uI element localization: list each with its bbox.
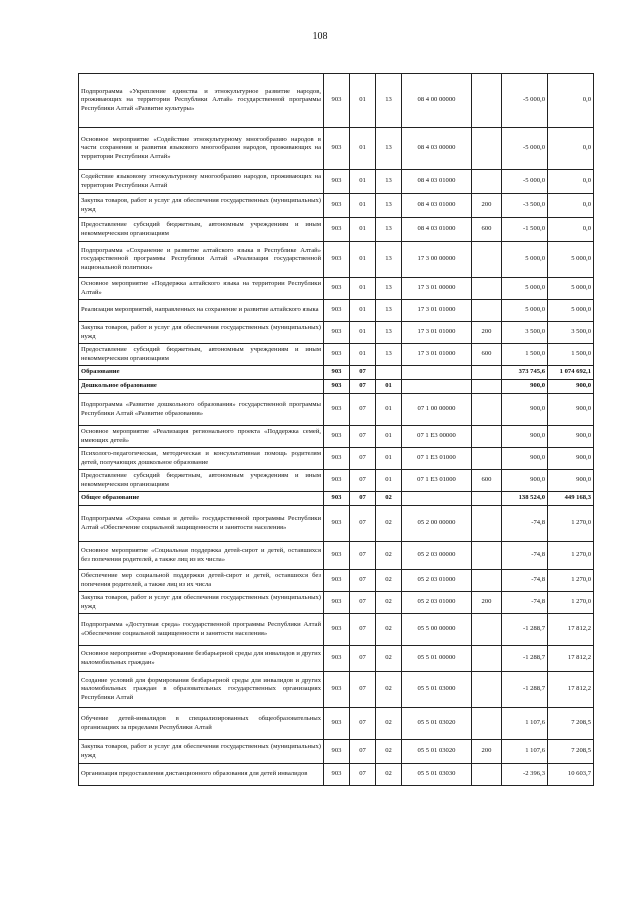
admin-code: 903 (324, 278, 350, 300)
amount-first: 5 000,0 (502, 242, 548, 278)
amount-first: 373 745,6 (502, 366, 548, 380)
section-code: 07 (350, 448, 376, 470)
row-name: Подпрограмма «Укрепление единства и этнокультурное развитие народов, проживающих на территории Республики Алтай» государственной программы Республики Алтай «Развитие культуры» (79, 74, 324, 128)
admin-code: 903 (324, 74, 350, 128)
section-code: 07 (350, 492, 376, 506)
expense-type-code: 200 (472, 740, 502, 764)
target-article-code: 17 3 01 00000 (402, 278, 472, 300)
row-name: Закупка товаров, работ и услуг для обеспечения государственных (муниципальных) нужд (79, 592, 324, 614)
amount-first: 900,0 (502, 448, 548, 470)
table-row (79, 542, 594, 570)
row-name: Создание условий для формирования безбарьерной среды для инвалидов и других маломобильных граждан в образовательных государственных организациях Республики Алтай (79, 672, 324, 708)
table-row (79, 344, 594, 366)
expense-type-code: 600 (472, 470, 502, 492)
section-code: 01 (350, 74, 376, 128)
subsection-code: 01 (376, 470, 402, 492)
amount-first: 900,0 (502, 470, 548, 492)
expense-type-code (472, 614, 502, 646)
amount-second: 17 812,2 (548, 646, 594, 672)
row-name: Реализация мероприятий, направленных на сохранение и развитие алтайского языка (79, 300, 324, 322)
target-article-code: 08 4 03 01000 (402, 170, 472, 194)
row-name: Основное мероприятие «Социальная поддержка детей-сирот и детей, оставшихся без попечения родителей, а также лиц из их числа» (79, 542, 324, 570)
subsection-code: 13 (376, 344, 402, 366)
row-name: Подпрограмма «Сохранение и развитие алтайского языка в Республике Алтай» государственной программы Республики Алтай «Реализация государственной национальной политики» (79, 242, 324, 278)
subsection-code: 02 (376, 570, 402, 592)
budget-table-body (79, 74, 594, 786)
section-code: 01 (350, 322, 376, 344)
row-name: Организация предоставления дистанционного образования для детей инвалидов (79, 764, 324, 786)
table-row (79, 194, 594, 218)
target-article-code: 05 5 01 00000 (402, 646, 472, 672)
subsection-code: 01 (376, 380, 402, 394)
expense-type-code: 200 (472, 194, 502, 218)
row-name: Обучение детей-инвалидов в специализированных общеобразовательных организациях за пределами Республики Алтай (79, 708, 324, 740)
amount-second: 900,0 (548, 380, 594, 394)
subsection-code: 13 (376, 128, 402, 170)
row-name: Закупка товаров, работ и услуг для обеспечения государственных (муниципальных) нужд (79, 194, 324, 218)
amount-first: 3 500,0 (502, 322, 548, 344)
row-name: Основное мероприятие «Содействие этнокультурному многообразию народов в части сохранения и развития языкового многообразия народов, проживающих на территории Республики Алтай» (79, 128, 324, 170)
target-article-code: 05 2 00 00000 (402, 506, 472, 542)
subsection-code: 02 (376, 646, 402, 672)
table-row (79, 672, 594, 708)
subsection-code: 13 (376, 278, 402, 300)
admin-code: 903 (324, 218, 350, 242)
target-article-code: 07 1 00 00000 (402, 394, 472, 426)
target-article-code: 05 5 01 03020 (402, 740, 472, 764)
amount-first: -2 396,3 (502, 764, 548, 786)
section-code: 07 (350, 764, 376, 786)
admin-code: 903 (324, 170, 350, 194)
amount-second: 0,0 (548, 74, 594, 128)
amount-second: 0,0 (548, 218, 594, 242)
table-row (79, 394, 594, 426)
subsection-code: 02 (376, 492, 402, 506)
admin-code: 903 (324, 394, 350, 426)
subsection-code: 01 (376, 394, 402, 426)
amount-first: 900,0 (502, 426, 548, 448)
subsection-code: 02 (376, 614, 402, 646)
table-row (79, 170, 594, 194)
admin-code: 903 (324, 672, 350, 708)
amount-second: 17 812,2 (548, 672, 594, 708)
section-code: 07 (350, 740, 376, 764)
target-article-code: 05 2 03 01000 (402, 570, 472, 592)
expense-type-code (472, 492, 502, 506)
target-article-code: 17 3 01 01000 (402, 322, 472, 344)
amount-first: 5 000,0 (502, 300, 548, 322)
amount-second: 10 603,7 (548, 764, 594, 786)
row-name: Общее образование (79, 492, 324, 506)
expense-type-code (472, 278, 502, 300)
expense-type-code (472, 300, 502, 322)
target-article-code: 08 4 00 00000 (402, 74, 472, 128)
amount-first: 5 000,0 (502, 278, 548, 300)
admin-code: 903 (324, 194, 350, 218)
amount-second: 0,0 (548, 194, 594, 218)
target-article-code: 17 3 00 00000 (402, 242, 472, 278)
target-article-code: 07 1 E3 01000 (402, 448, 472, 470)
table-row (79, 570, 594, 592)
subsection-code: 02 (376, 740, 402, 764)
section-code: 07 (350, 366, 376, 380)
amount-first: -1 500,0 (502, 218, 548, 242)
table-row (79, 300, 594, 322)
expense-type-code (472, 380, 502, 394)
subsection-code: 01 (376, 448, 402, 470)
admin-code: 903 (324, 426, 350, 448)
table-row (79, 646, 594, 672)
section-code: 07 (350, 708, 376, 740)
admin-code: 903 (324, 322, 350, 344)
amount-first: 138 524,0 (502, 492, 548, 506)
amount-second: 900,0 (548, 394, 594, 426)
target-article-code: 17 3 01 01000 (402, 344, 472, 366)
amount-first: -5 000,0 (502, 128, 548, 170)
section-code: 01 (350, 128, 376, 170)
row-name: Основное мероприятие «Реализация регионального проекта «Поддержка семей, имеющих детей» (79, 426, 324, 448)
expense-type-code (472, 366, 502, 380)
target-article-code (402, 492, 472, 506)
admin-code: 903 (324, 542, 350, 570)
row-name: Предоставление субсидий бюджетным, автономным учреждениям и иным некоммерческим организациям (79, 344, 324, 366)
amount-second: 1 074 692,1 (548, 366, 594, 380)
admin-code: 903 (324, 492, 350, 506)
section-code: 07 (350, 672, 376, 708)
amount-second: 900,0 (548, 448, 594, 470)
admin-code: 903 (324, 344, 350, 366)
amount-second: 5 000,0 (548, 300, 594, 322)
amount-first: 900,0 (502, 380, 548, 394)
row-name: Образование (79, 366, 324, 380)
row-name: Основное мероприятие «Формирование безбарьерной среды для инвалидов и других маломобильных граждан» (79, 646, 324, 672)
amount-second: 900,0 (548, 426, 594, 448)
amount-second: 5 000,0 (548, 278, 594, 300)
admin-code: 903 (324, 242, 350, 278)
admin-code: 903 (324, 448, 350, 470)
row-name: Закупка товаров, работ и услуг для обеспечения государственных (муниципальных) нужд (79, 740, 324, 764)
table-row (79, 426, 594, 448)
table-row (79, 380, 594, 394)
expense-type-code (472, 764, 502, 786)
amount-first: 1 107,6 (502, 740, 548, 764)
subsection-code: 13 (376, 218, 402, 242)
amount-first: -3 500,0 (502, 194, 548, 218)
section-code: 07 (350, 394, 376, 426)
section-code: 01 (350, 242, 376, 278)
row-name: Обеспечение мер социальной поддержки детей-сирот и детей, оставшихся без попечения родителей, а также лиц из их числа (79, 570, 324, 592)
amount-second: 1 500,0 (548, 344, 594, 366)
table-row (79, 74, 594, 128)
row-name: Психолого-педагогическая, методическая и консультативная помощь родителям детей, получающих дошкольное образование (79, 448, 324, 470)
expense-type-code: 200 (472, 322, 502, 344)
target-article-code: 07 1 E3 00000 (402, 426, 472, 448)
table-row (79, 506, 594, 542)
row-name: Основное мероприятие «Поддержка алтайского языка на территории Республики Алтай» (79, 278, 324, 300)
amount-first: -74,8 (502, 506, 548, 542)
target-article-code: 07 1 E3 01000 (402, 470, 472, 492)
page-number: 108 (312, 31, 328, 42)
subsection-code: 13 (376, 322, 402, 344)
section-code: 07 (350, 426, 376, 448)
row-name: Предоставление субсидий бюджетным, автономным учреждениям и иным некоммерческим организациям (79, 470, 324, 492)
subsection-code (376, 366, 402, 380)
section-code: 07 (350, 542, 376, 570)
amount-second: 1 270,0 (548, 542, 594, 570)
amount-first: 1 107,6 (502, 708, 548, 740)
section-code: 07 (350, 506, 376, 542)
table-row (79, 592, 594, 614)
row-name: Предоставление субсидий бюджетным, автономным учреждениям и иным некоммерческим организациям (79, 218, 324, 242)
admin-code: 903 (324, 708, 350, 740)
table-row (79, 492, 594, 506)
expense-type-code (472, 506, 502, 542)
amount-first: -1 288,7 (502, 646, 548, 672)
row-name: Содействие языковому этнокультурному многообразию народов, проживающих на территории Республики Алтай (79, 170, 324, 194)
table-row (79, 614, 594, 646)
budget-table (78, 73, 594, 786)
section-code: 01 (350, 300, 376, 322)
subsection-code: 13 (376, 170, 402, 194)
section-code: 07 (350, 470, 376, 492)
amount-second: 1 270,0 (548, 570, 594, 592)
subsection-code: 13 (376, 194, 402, 218)
subsection-code: 13 (376, 300, 402, 322)
expense-type-code: 600 (472, 344, 502, 366)
section-code: 01 (350, 218, 376, 242)
target-article-code: 08 4 03 01000 (402, 194, 472, 218)
row-name: Подпрограмма «Доступная среда» государственной программы Республики Алтай «Обеспечение социальной защищенности и занятости населения» (79, 614, 324, 646)
subsection-code: 02 (376, 764, 402, 786)
section-code: 07 (350, 614, 376, 646)
amount-second: 7 208,5 (548, 740, 594, 764)
amount-first: 900,0 (502, 394, 548, 426)
subsection-code: 02 (376, 708, 402, 740)
subsection-code: 01 (376, 426, 402, 448)
amount-first: -74,8 (502, 570, 548, 592)
expense-type-code (472, 394, 502, 426)
subsection-code: 13 (376, 242, 402, 278)
admin-code: 903 (324, 128, 350, 170)
expense-type-code (472, 426, 502, 448)
section-code: 01 (350, 344, 376, 366)
admin-code: 903 (324, 646, 350, 672)
admin-code: 903 (324, 506, 350, 542)
subsection-code: 02 (376, 542, 402, 570)
section-code: 07 (350, 646, 376, 672)
amount-first: -1 288,7 (502, 614, 548, 646)
row-name: Подпрограмма «Развитие дошкольного образования» государственной программы Республики Алтай «Развитие образования» (79, 394, 324, 426)
expense-type-code: 200 (472, 592, 502, 614)
target-article-code: 17 3 01 01000 (402, 300, 472, 322)
table-row (79, 322, 594, 344)
amount-first: -74,8 (502, 542, 548, 570)
amount-first: -1 288,7 (502, 672, 548, 708)
expense-type-code (472, 74, 502, 128)
admin-code: 903 (324, 614, 350, 646)
table-row (79, 764, 594, 786)
amount-second: 1 270,0 (548, 592, 594, 614)
table-row (79, 366, 594, 380)
expense-type-code (472, 448, 502, 470)
subsection-code: 13 (376, 74, 402, 128)
table-row (79, 470, 594, 492)
table-row (79, 708, 594, 740)
amount-first: -74,8 (502, 592, 548, 614)
admin-code: 903 (324, 740, 350, 764)
expense-type-code (472, 672, 502, 708)
subsection-code: 02 (376, 672, 402, 708)
section-code: 07 (350, 592, 376, 614)
subsection-code: 02 (376, 506, 402, 542)
amount-second: 5 000,0 (548, 242, 594, 278)
amount-first: -5 000,0 (502, 74, 548, 128)
admin-code: 903 (324, 380, 350, 394)
admin-code: 903 (324, 592, 350, 614)
section-code: 01 (350, 170, 376, 194)
amount-second: 900,0 (548, 470, 594, 492)
section-code: 07 (350, 570, 376, 592)
target-article-code: 05 2 03 01000 (402, 592, 472, 614)
amount-second: 1 270,0 (548, 506, 594, 542)
target-article-code (402, 380, 472, 394)
amount-second: 0,0 (548, 128, 594, 170)
target-article-code: 05 5 01 03030 (402, 764, 472, 786)
amount-second: 7 208,5 (548, 708, 594, 740)
amount-first: 1 500,0 (502, 344, 548, 366)
section-code: 01 (350, 194, 376, 218)
table-row (79, 740, 594, 764)
amount-second: 0,0 (548, 170, 594, 194)
table-row (79, 448, 594, 470)
expense-type-code (472, 646, 502, 672)
expense-type-code (472, 170, 502, 194)
section-code: 07 (350, 380, 376, 394)
expense-type-code (472, 542, 502, 570)
target-article-code: 05 5 01 03000 (402, 672, 472, 708)
admin-code: 903 (324, 300, 350, 322)
admin-code: 903 (324, 570, 350, 592)
amount-second: 17 812,2 (548, 614, 594, 646)
amount-first: -5 000,0 (502, 170, 548, 194)
amount-second: 3 500,0 (548, 322, 594, 344)
admin-code: 903 (324, 366, 350, 380)
expense-type-code: 600 (472, 218, 502, 242)
table-row (79, 128, 594, 170)
expense-type-code (472, 128, 502, 170)
target-article-code: 05 5 00 00000 (402, 614, 472, 646)
section-code: 01 (350, 278, 376, 300)
row-name: Дошкольное образование (79, 380, 324, 394)
target-article-code: 05 5 01 03020 (402, 708, 472, 740)
expense-type-code (472, 242, 502, 278)
expense-type-code (472, 570, 502, 592)
row-name: Подпрограмма «Охрана семьи и детей» государственной программы Республики Алтай «Обеспечение социальной защищенности и занятости населения» (79, 506, 324, 542)
table-row (79, 278, 594, 300)
row-name: Закупка товаров, работ и услуг для обеспечения государственных (муниципальных) нужд (79, 322, 324, 344)
target-article-code (402, 366, 472, 380)
amount-second: 449 168,3 (548, 492, 594, 506)
table-row (79, 242, 594, 278)
expense-type-code (472, 708, 502, 740)
target-article-code: 08 4 03 01000 (402, 218, 472, 242)
target-article-code: 05 2 03 00000 (402, 542, 472, 570)
target-article-code: 08 4 03 00000 (402, 128, 472, 170)
subsection-code: 02 (376, 592, 402, 614)
admin-code: 903 (324, 764, 350, 786)
admin-code: 903 (324, 470, 350, 492)
table-row (79, 218, 594, 242)
